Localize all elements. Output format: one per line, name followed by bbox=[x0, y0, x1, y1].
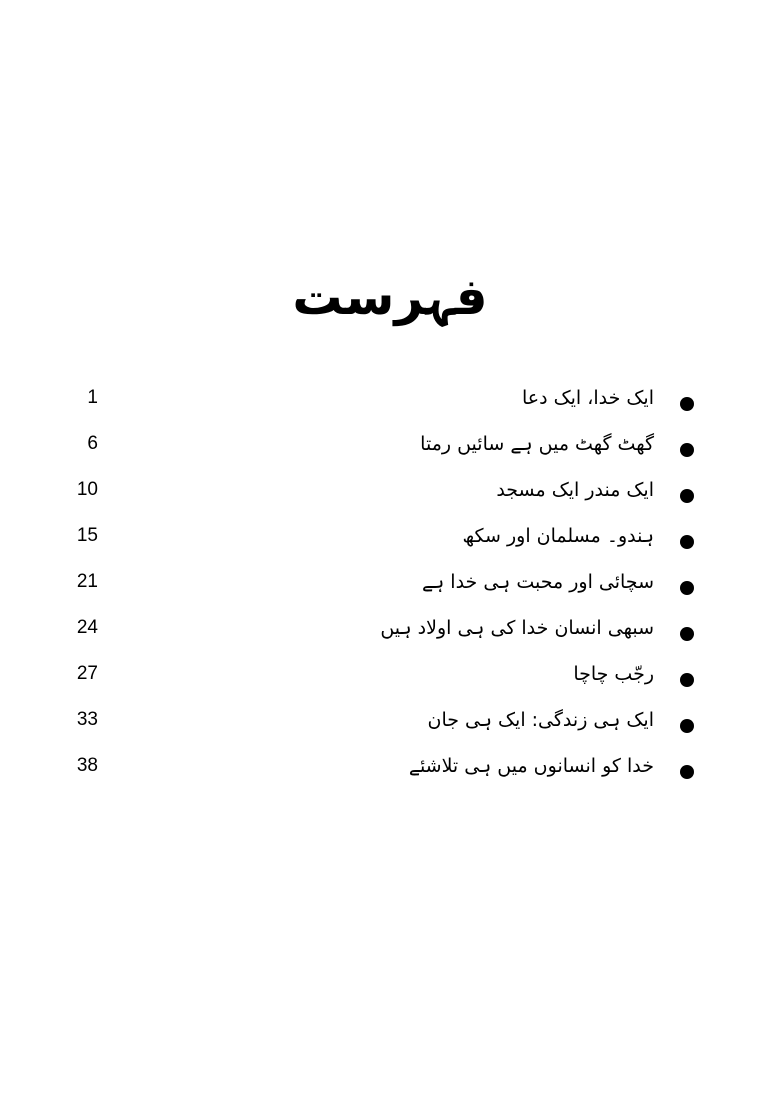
bullet-icon bbox=[680, 673, 694, 687]
page-title: فہرست bbox=[292, 268, 488, 326]
toc-entry-title: خدا کو انسانوں میں ہی تلاشئے bbox=[408, 755, 654, 777]
toc-entry-title: ایک خدا، ایک دعا bbox=[522, 387, 654, 409]
bullet-icon bbox=[680, 489, 694, 503]
toc-row bbox=[0, 746, 780, 792]
toc-row bbox=[0, 378, 780, 424]
toc-row bbox=[0, 516, 780, 562]
table-of-contents bbox=[0, 378, 780, 792]
toc-entry-title: سچائی اور محبت ہی خدا ہے bbox=[422, 571, 654, 593]
toc-entry-title: گھٹ گھٹ میں ہے سائیں رمتا bbox=[420, 433, 654, 455]
toc-row bbox=[0, 654, 780, 700]
toc-page-number: 6 bbox=[87, 433, 98, 454]
toc-entry-title: سبھی انسان خدا کی ہی اولاد ہیں bbox=[380, 617, 654, 639]
toc-page-number: 1 bbox=[87, 387, 98, 408]
toc-page-number: 33 bbox=[76, 709, 98, 730]
toc-entry-title: ہندو۔ مسلمان اور سکھ bbox=[462, 525, 654, 547]
toc-row bbox=[0, 700, 780, 746]
bullet-icon bbox=[680, 719, 694, 733]
toc-page-number: 24 bbox=[76, 617, 98, 638]
toc-page-number: 15 bbox=[76, 525, 98, 546]
bullet-icon bbox=[680, 765, 694, 779]
bullet-icon bbox=[680, 397, 694, 411]
bullet-icon bbox=[680, 443, 694, 457]
toc-row bbox=[0, 608, 780, 654]
toc-page-number: 21 bbox=[76, 571, 98, 592]
toc-page-number: 38 bbox=[76, 755, 98, 776]
toc-page-number: 10 bbox=[76, 479, 98, 500]
toc-entry-title: رجّب چاچا bbox=[573, 663, 654, 685]
toc-row bbox=[0, 424, 780, 470]
toc-row bbox=[0, 470, 780, 516]
bullet-icon bbox=[680, 535, 694, 549]
bullet-icon bbox=[680, 581, 694, 595]
bullet-icon bbox=[680, 627, 694, 641]
toc-row bbox=[0, 562, 780, 608]
toc-entry-title: ایک مندر ایک مسجد bbox=[496, 479, 654, 501]
toc-page-number: 27 bbox=[76, 663, 98, 684]
toc-entry-title: ایک ہی زندگی: ایک ہی جان bbox=[427, 709, 654, 731]
